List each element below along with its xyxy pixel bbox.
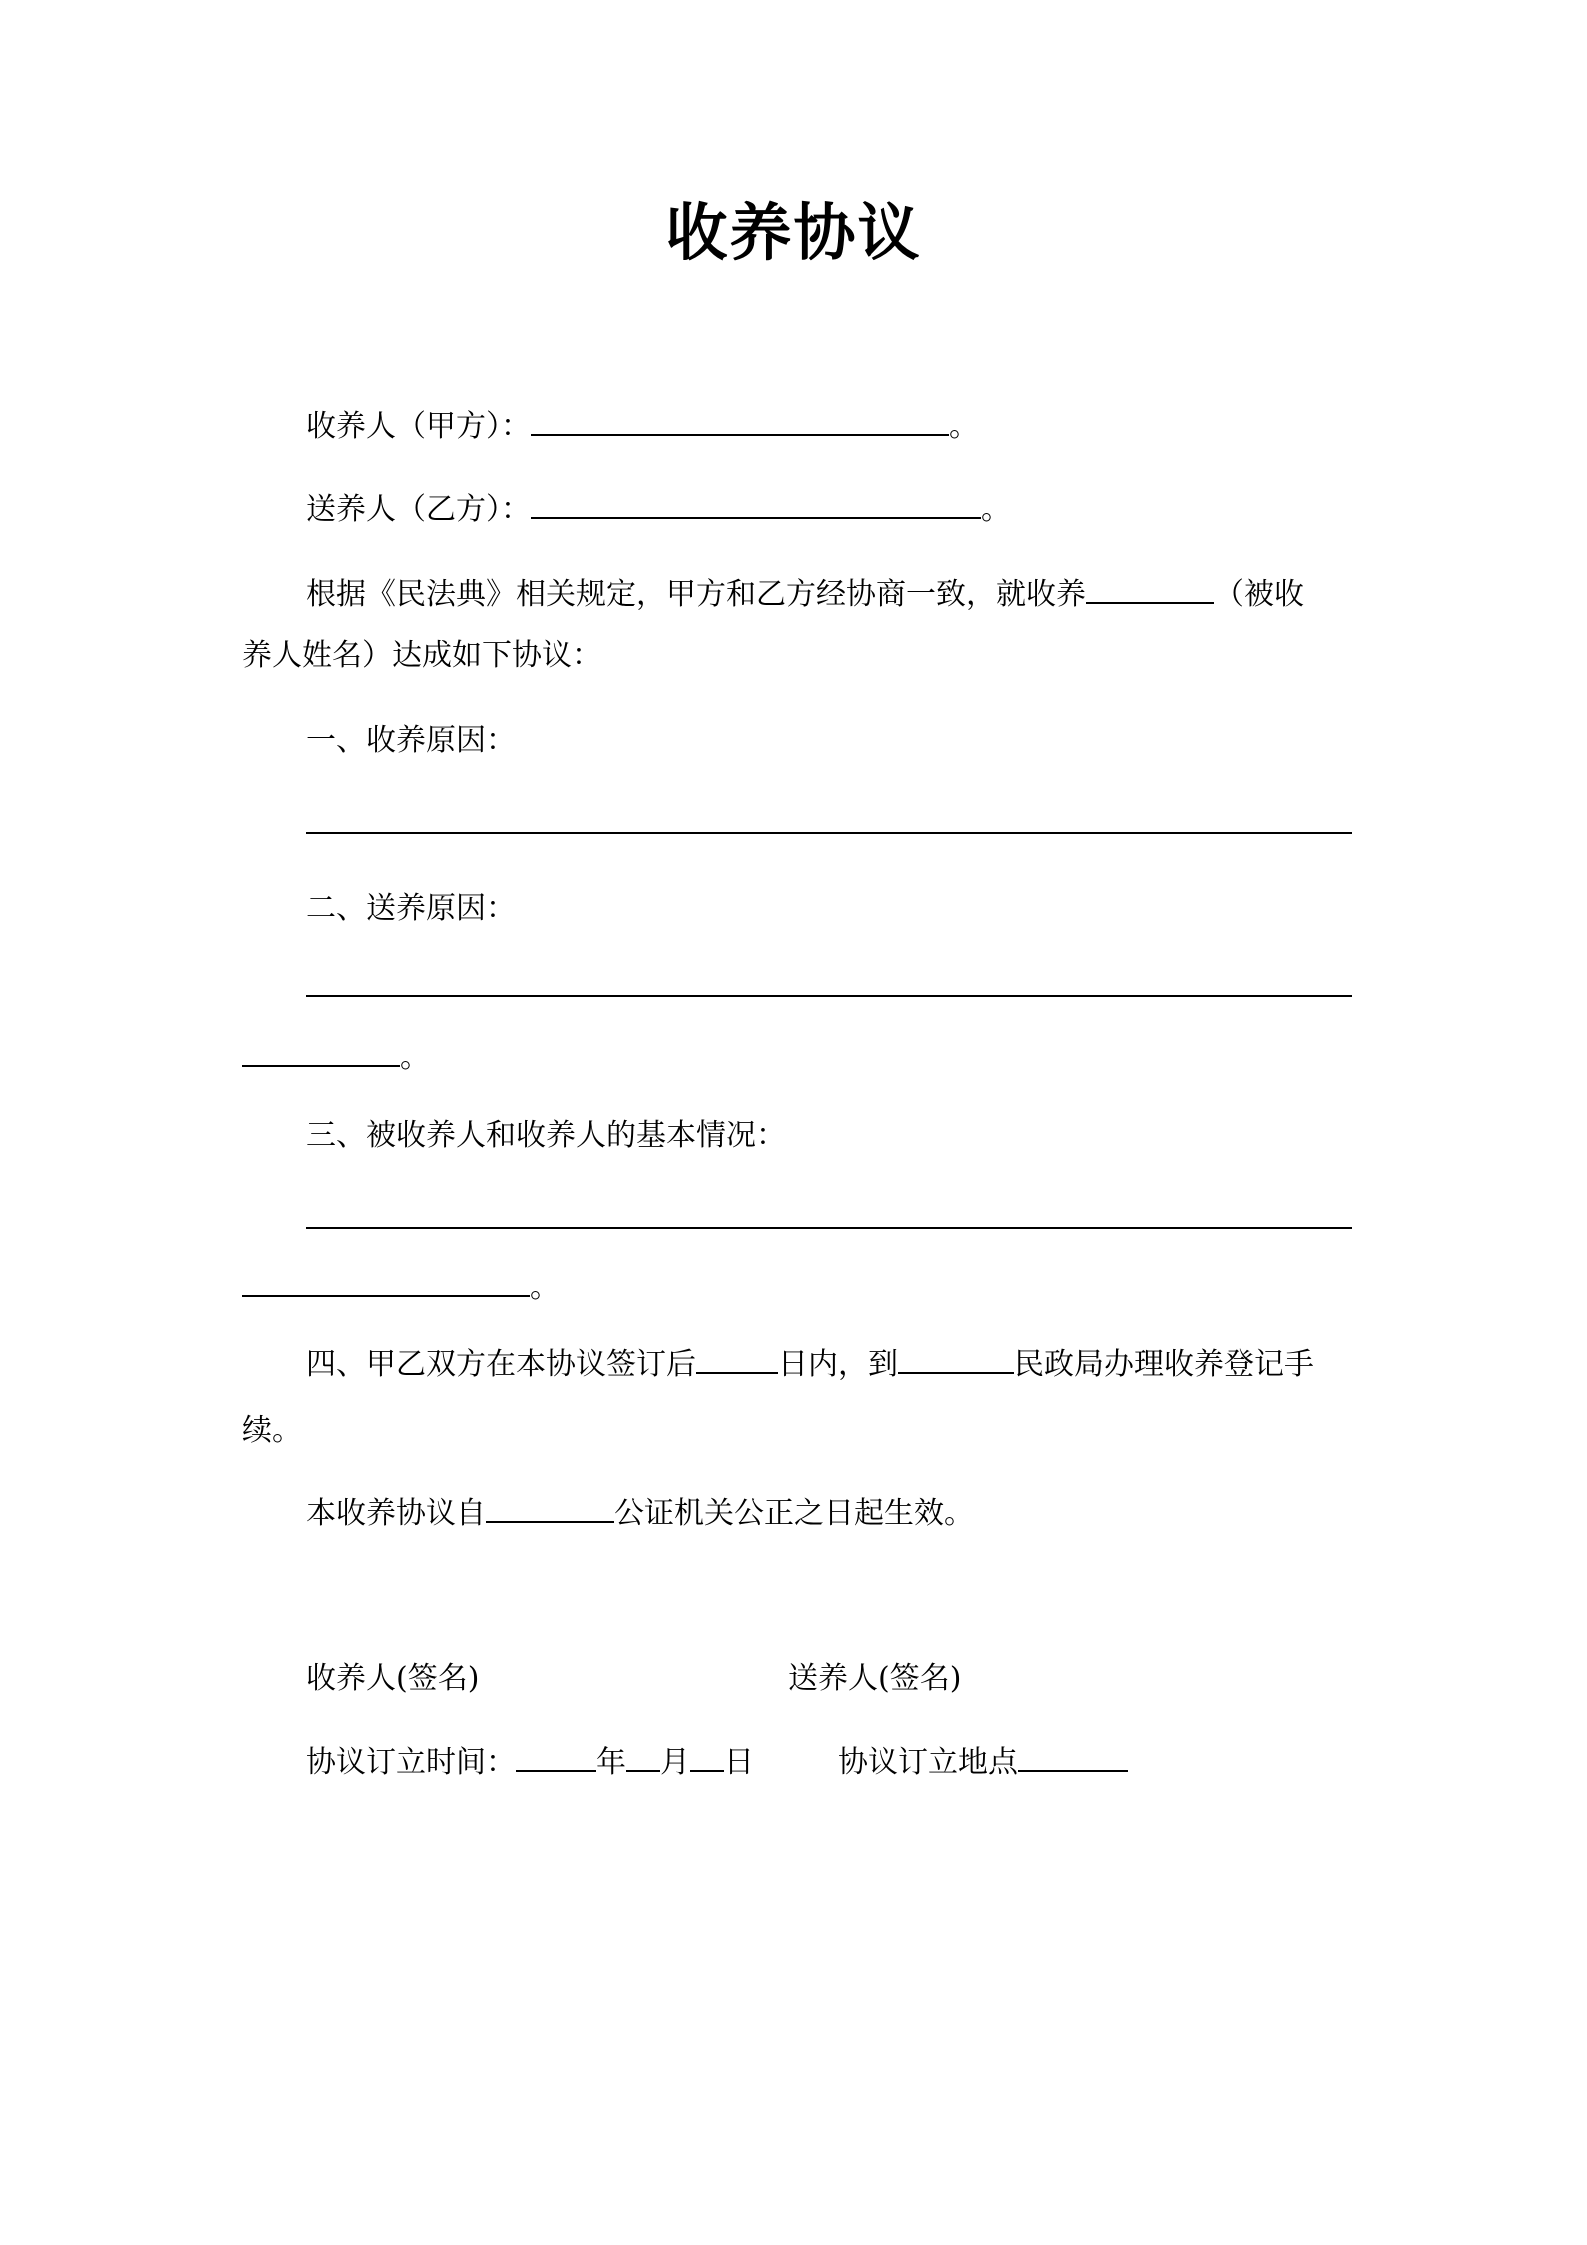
place-blank[interactable] (1018, 1742, 1128, 1772)
section-2-heading: 二、送养原因： (306, 891, 516, 926)
day-label: 日 (724, 1745, 754, 1780)
day-blank[interactable] (690, 1742, 724, 1772)
placer-signature-label: 送养人(签名) (788, 1661, 962, 1696)
section-2-blank-1[interactable] (306, 995, 1352, 997)
month-label: 月 (660, 1745, 690, 1780)
document-title: 收养协议 (665, 196, 922, 269)
party-b-line (306, 489, 1011, 530)
year-label: 年 (596, 1745, 626, 1780)
section-3-continuation (242, 1267, 560, 1308)
party-b-end: 。 (981, 492, 1011, 527)
section-4-text-2: 日内，到 (778, 1347, 898, 1382)
preamble-text-2: （被收 (1214, 577, 1304, 612)
section-4-text-3: 民政局办理收养登记手 (1014, 1347, 1314, 1382)
place-line (838, 1742, 1128, 1783)
civil-affairs-bureau-blank[interactable] (898, 1344, 1014, 1374)
party-a-end: 。 (949, 409, 979, 444)
preamble-line-2: 养人姓名）达成如下协议： (242, 638, 602, 673)
date-label: 协议订立时间： (306, 1745, 516, 1780)
section-3-blank-1[interactable] (306, 1227, 1352, 1229)
preamble-line-1 (306, 574, 1304, 615)
party-a-line (306, 406, 979, 447)
preamble-text-1: 根据《民法典》相关规定，甲方和乙方经协商一致，就收养 (306, 577, 1086, 612)
days-blank[interactable] (696, 1344, 778, 1374)
month-blank[interactable] (626, 1742, 660, 1772)
year-blank[interactable] (516, 1742, 596, 1772)
section-4-line-2: 续。 (242, 1413, 302, 1448)
section-3-heading: 三、被收养人和收养人的基本情况： (306, 1118, 786, 1153)
effective-text-1: 本收养协议自 (306, 1496, 486, 1531)
adoptee-name-blank[interactable] (1086, 574, 1214, 604)
section-2-end: 。 (400, 1040, 430, 1075)
effective-line (306, 1493, 974, 1534)
section-2-blank-2[interactable] (242, 1037, 400, 1067)
party-b-blank[interactable] (531, 489, 981, 519)
section-4-text-1: 四、甲乙双方在本协议签订后 (306, 1347, 696, 1382)
party-a-label: 收养人（甲方）： (306, 409, 531, 444)
notary-blank[interactable] (486, 1493, 614, 1523)
party-b-label: 送养人（乙方）： (306, 492, 531, 527)
date-line (306, 1742, 754, 1783)
section-3-blank-2[interactable] (242, 1267, 530, 1297)
section-1-blank[interactable] (306, 832, 1352, 834)
section-1-heading: 一、收养原因： (306, 723, 516, 758)
section-4-line-1 (306, 1344, 1314, 1385)
effective-text-2: 公证机关公正之日起生效。 (614, 1496, 974, 1531)
place-label: 协议订立地点 (838, 1745, 1018, 1780)
party-a-blank[interactable] (531, 406, 949, 436)
adopter-signature-label: 收养人(签名) (306, 1661, 480, 1696)
section-3-end: 。 (530, 1270, 560, 1305)
section-2-continuation (242, 1037, 430, 1078)
